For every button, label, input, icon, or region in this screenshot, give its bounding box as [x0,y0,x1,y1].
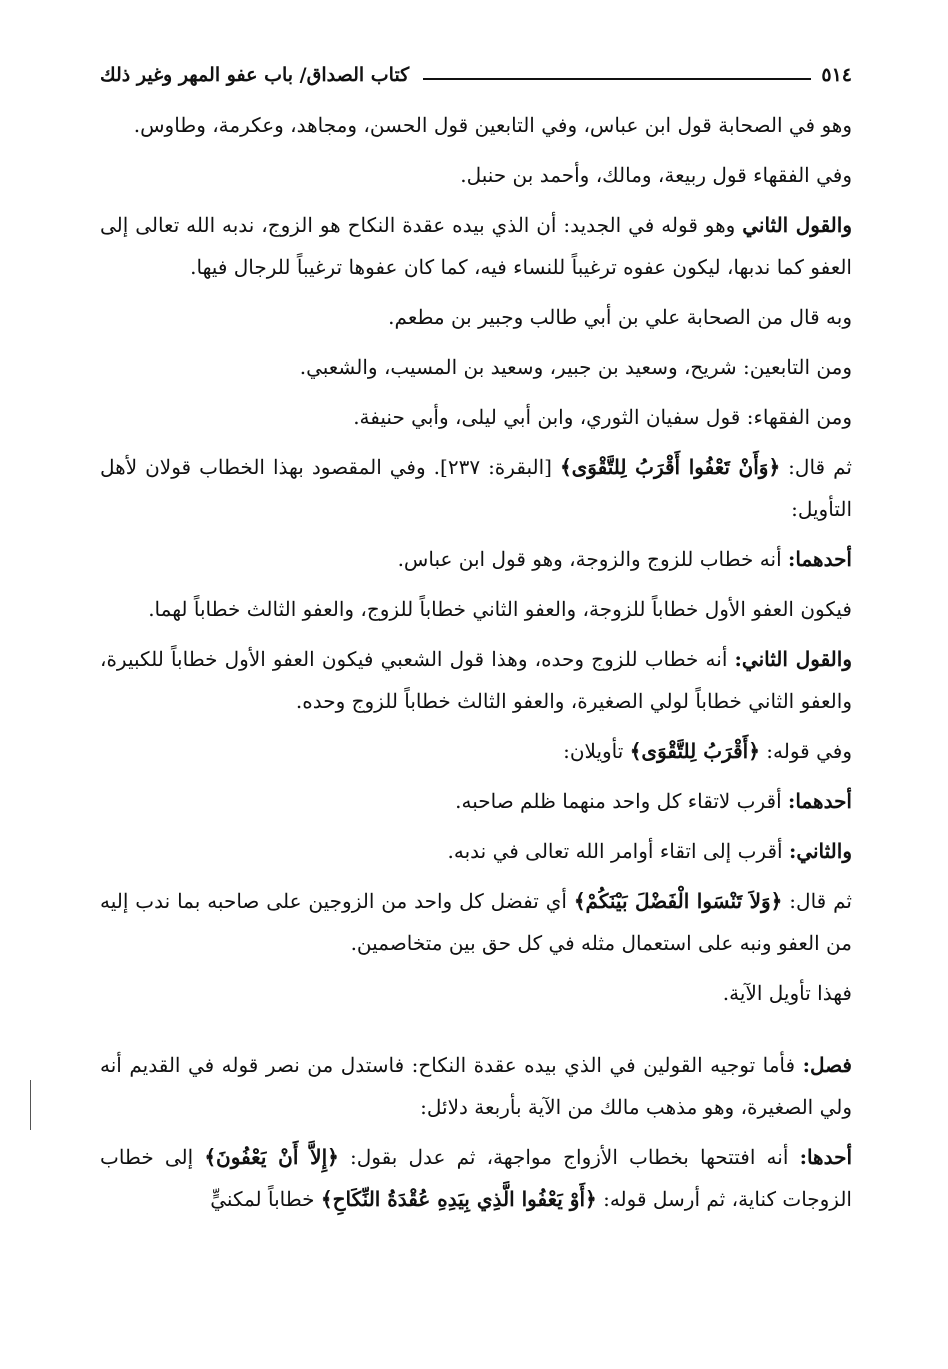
paragraph: ومن التابعين: شريح، وسعيد بن جبير، وسعيد بن المسيب، والشعبي. [299,355,852,379]
page-header [100,58,852,92]
paragraph: ومن الفقهاء: قول سفيان الثوري، وابن أبي ليلى، وأبي حنيفة. [353,405,852,429]
paragraph-label: والقول الثاني: [734,647,852,671]
paragraph-label: أحدهما: [787,789,852,813]
paragraph-label: فصل: [802,1053,852,1077]
quran-verse: ﴿إِلاَّ أَنْ يَعْفُونَ﴾ [204,1145,339,1169]
paragraph-label: أحدها: [799,1145,853,1169]
paragraph: ثم قال: ﴿وَأَنْ تَعْفُوا أَقْرَبُ لِلتَّقْوَى﴾ [البقرة: ٢٣٧]. وفي المقصود بهذا الخطاب قولان لأهل التأويل: [100,455,852,521]
quran-verse: ﴿أَوْ يَعْفُوا الَّذِي بِيَدِهِ عُقْدَةُ النِّكَاحِ﴾ [320,1187,597,1211]
quran-verse: ﴿وَلاَ تَنْسَوا الْفَضْلَ بَيْنَكُمْ﴾ [573,889,783,913]
paragraph: أحدها: أنه افتتحها بخطاب الأزواج مواجهة، ثم عدل بقول: ﴿إِلاَّ أَنْ يَعْفُونَ﴾ إلى خطاب الزوجات كناية، ثم أرسل قوله: ﴿أَوْ يَعْفُوا الَّذِي بِيَدِهِ عُقْدَةُ النِّكَاحِ﴾ خطاباً لمكنيٍّ [100,1145,853,1211]
paragraph: وفي قوله: ﴿أَقْرَبُ لِلتَّقْوَى﴾ تأويلان: [563,739,852,763]
body-text [100,104,852,1228]
paragraph: أحدهما: أنه خطاب للزوج والزوجة، وهو قول ابن عباس. [397,547,852,571]
paragraph: أحدهما: أقرب لاتقاء كل واحد منهما ظلم صاحبه. [455,789,852,813]
paragraph: والثاني: أقرب إلى اتقاء أوامر الله تعالى في ندبه. [447,839,852,863]
paragraph: وبه قال من الصحابة علي بن أبي طالب وجبير بن مطعم. [388,305,852,329]
paragraph: فهذا تأويل الآية. [722,981,852,1005]
paragraph: فصل: فأما توجيه القولين في الذي بيده عقدة النكاح: فاستدل من نصر قوله في القديم أنه ولي الصغيرة، وهو مذهب مالك من الآية بأربعة دلائل: [100,1053,852,1119]
paragraph: والقول الثاني: أنه خطاب للزوج وحده، وهذا قول الشعبي فيكون العفو الأول خطاباً للكبيرة، والعفو الثاني خطاباً لولي الصغيرة، والعفو الثالث خطاباً للزوج وحده. [100,647,852,713]
paragraph: ثم قال: ﴿وَلاَ تَنْسَوا الْفَضْلَ بَيْنَكُمْ﴾ أي تفضل كل واحد من الزوجين على صاحبه بما ندب إليه من العفو ونبه على استعمال مثله في كل حق بين متخاصمين. [100,889,852,955]
paragraph: وهو في الصحابة قول ابن عباس، وفي التابعين قول الحسن، ومجاهد، وعكرمة، وطاوس. [133,113,852,137]
paragraph-label: أحدهما: [787,547,852,571]
paragraph: وفي الفقهاء قول ربيعة، ومالك، وأحمد بن حنبل. [460,163,852,187]
running-title: كتاب الصداق/ باب عفو المهر وغير ذلك [100,64,410,86]
page-number: ٥١٤ [821,64,852,86]
margin-line [30,1080,31,1130]
paragraph: فيكون العفو الأول خطاباً للزوجة، والعفو الثاني خطاباً للزوج، والعفو الثالث خطاباً لهما. [148,597,852,621]
paragraph: والقول الثاني وهو قوله في الجديد: أن الذي بيده عقدة النكاح هو الزوج، ندبه الله تعالى إلى العفو كما ندبها، ليكون عفوه ترغيباً للنساء فيه، كما كان عفوها ترغيباً للرجال فيها. [100,213,852,279]
paragraph-label: والثاني: [788,839,852,863]
quran-verse: ﴿أَقْرَبُ لِلتَّقْوَى﴾ [629,739,760,763]
paragraph-label: والقول الثاني [742,213,852,237]
quran-verse: ﴿وَأَنْ تَعْفُوا أَقْرَبُ لِلتَّقْوَى﴾ [559,455,781,479]
header-rule [423,78,811,80]
